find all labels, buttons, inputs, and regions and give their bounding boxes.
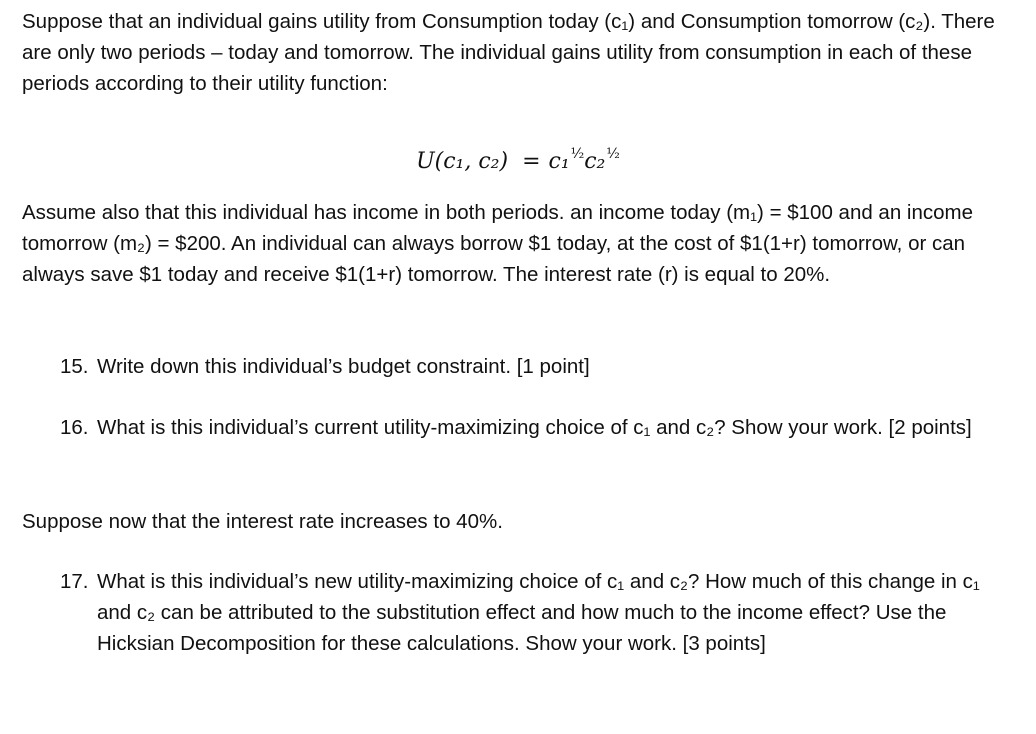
equation-equals: = <box>522 149 541 174</box>
question-16 <box>60 412 1005 443</box>
equation-lhs: U(c₁, c₂) <box>416 149 509 174</box>
question-17 <box>60 566 1005 659</box>
equation-c2: c₂ <box>584 149 606 174</box>
intro-paragraph: Suppose that an individual gains utility from Consumption today (c₁) and Consumption tomorrow (c₂). There are only two periods – today and tomorrow. The individual gains utility from consumption in each of these periods according to their utility function: <box>22 10 995 95</box>
rate-change-paragraph: Suppose now that the interest rate increases to 40%. <box>22 510 503 533</box>
question-text: What is this individual’s new utility-maximizing choice of c₁ and c₂? How much of this change in c₁ and c₂ can be attributed to the substitution effect and how much to the income effect? Use the Hicksian Decomposition for these calculations. Show your work. [3 points] <box>97 570 980 655</box>
question-number: 15. <box>60 355 89 378</box>
utility-function-equation <box>0 134 1036 174</box>
question-number: 16. <box>60 416 89 439</box>
question-number: 17. <box>60 570 89 593</box>
equation-exponent-1: ¹⁄₂ <box>570 146 585 162</box>
question-15 <box>60 351 1005 382</box>
equation-c1: c₁ <box>548 149 570 174</box>
equation-exponent-2: ¹⁄₂ <box>606 146 620 162</box>
assumptions-paragraph: Assume also that this individual has income in both periods. an income today (m₁) = $100 and an income tomorrow (m₂) = $200. An individual can always borrow $1 today, at the cost of $1(1+r) tomorrow, or can always save $1 today and receive $1(1+r) tomorrow. The interest rate (r) is equal to 20%. <box>22 201 974 286</box>
question-text: Write down this individual’s budget constraint. [1 point] <box>97 355 590 378</box>
question-text: What is this individual’s current utility-maximizing choice of c₁ and c₂? Show your work. [2 points] <box>97 416 972 439</box>
